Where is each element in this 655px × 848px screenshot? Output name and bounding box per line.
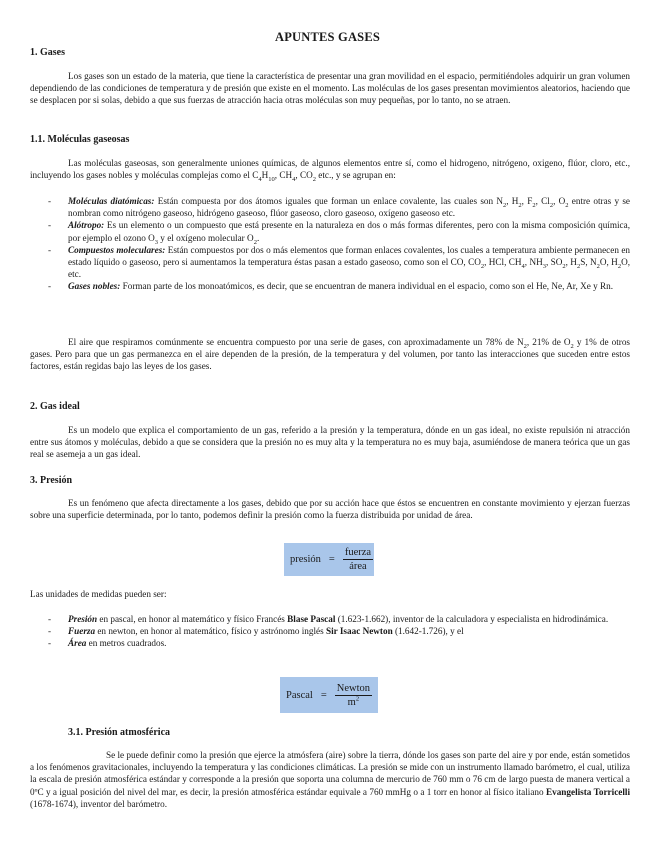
paragraph-presion-atmosferica: Se le puede definir como la presión que ejerce la atmósfera (aire) sobre la tierra, dónde los gases son parte del aire y por ende, están sometidos a los fenómenos gravitacionales, incluyendo la temperatura y las condiciones climáticas. La presión se mide con un instrumento llamado barómetro, el cual, utiliza la escala de presión atmosférica estándar y corresponde a la presión que soporta una columna de mercurio de 760 mm o 76 cm de largo puesta de manera vertical a 0ºC y a igual posición del nivel del mar, es decir, la presión atmosférica estándar equivale a 760 mmHg o a 1 torr en honor al físico italiano Evangelista Torricelli (1678-1674), inventor del barómetro. (30, 750, 631, 809)
formula-pascal: Pascal = $\frac{\text{Newton}}{m^2}$ (280, 677, 378, 713)
paragraph-gases: Los gases son un estado de la materia, que tiene la característica de presentar una gran movilidad en el espacio, permitiéndoles adquirir un gran volumen dependiendo de las condiciones de temperatura y de presión que existe en el momento. Las moléculas de los gases presentan movimientos aleatorios, haciendo que se desplacen por si solas, debido a que sus fuerzas de atracción hacia otras moléculas son muy pequeñas, por lo tanto, no se atraen. (30, 71, 630, 106)
list-item: - Alótropo: Es un elemento o un compuesto que está presente en la naturaleza en dos o más formas diferentes, pero con la misma composición química, por ejemplo el ozono $O_3$ y el oxígeno molecular $O_2$. (48, 220, 630, 246)
list-item: - Moléculas diatómicas: Están compuesta por dos átomos iguales que forman un enlace covalente, las cuales son $N_2$, $H_2$, $F_2$, $Cl_2$, $O_2$ entre otras y se nombran como nitrógeno gaseoso, hidrógeno gaseoso, flúor gaseoso, cloro gaseoso, oxígeno gaseoso etc. (48, 196, 630, 219)
formula-presion: presión = $\frac{\text{fuerza}}{\text{área}}$ (284, 543, 374, 576)
paragraph-aire: El aire que respiramos comúnmente se encuentra compuesto por una serie de gases, con aproximadamente un 78% de $N_2$, 21% de $O_2$ y 1% de otros gases. Pero para que un gas permanezca en el aire dependen de la presión, de la temperatura y del volumen, por tanto las interacciones que suceden entre estos factores, están regidas bajo las leyes de los gases. (30, 337, 630, 372)
molecule-types-list (30, 195, 630, 293)
units-intro: Las unidades de medidas pueden ser: (30, 589, 167, 599)
units-list (30, 613, 630, 650)
paragraph-moleculas: Las moléculas gaseosas, son generalmente uniones químicas, de algunos elementos entre sí, como el hidrogeno, nitrógeno, oxigeno, flúor, cloro, etc., incluyendo los gases nobles y moléculas complejas como el $C_4H_{10}$, $CH_4$, $CO_2$ etc., y se agrupan en: (30, 158, 630, 184)
heading-gases: 1. Gases (30, 47, 65, 58)
list-item: - Presión en pascal, en honor al matemático y físico Francés Blase Pascal (1.623-1.662), inventor de la calculadora y especialista en hidrodinámica. (48, 614, 609, 624)
heading-presion-atmosferica: 3.1. Presión atmosférica (68, 727, 171, 738)
list-item: - Área en metros cuadrados. (48, 638, 167, 649)
list-item: - Gases nobles: Forman parte de los monoatómicos, es decir, que se encuentran de manera individual en el espacio, como son el He, Ne, Ar, Xe y Rn. (48, 281, 614, 292)
paragraph-gas-ideal: Es un modelo que explica el comportamiento de un gas, referido a la presión y la temperatura, dónde en un gas ideal, no existe repulsión ni atracción entre sus átomos y moléculas, debido a que se considera que la presión no es muy alta y la temperatura no es muy baja, asumiéndose de manera teórica que un gas real se asemeja a un gas ideal. (30, 425, 630, 460)
heading-presion: 3. Presión (30, 475, 73, 486)
page-title: APUNTES GASES (274, 30, 381, 44)
heading-gas-ideal: 2. Gas ideal (30, 401, 80, 412)
list-item: - Compuestos moleculares: Están compuestos por dos o más elementos que forman enlaces covalentes, los cuales a temperatura ambiente permanecen en estado líquido o gaseoso, pero si aumentamos la temperatura éstas pasan a estado gaseoso, como son el CO, $CO_2$, HCl, $CH_4$, $NH_3$, $SO_2$, $H_2S$, $N_2O$, $H_2O$, etc. (48, 244, 630, 280)
list-item: - Fuerza en newton, en honor al matemático, físico y astrónomo inglés Sir Isaac Newton (1.642-1.726), y el (48, 626, 464, 637)
paragraph-presion: Es un fenómeno que afecta directamente a los gases, debido que por su acción hace que éstos se encuentren en constante movimiento y ejerzan fuerzas sobre una superficie determinada, por lo tanto, podemos definir la presión como la fuerza distribuida por unidad de área. (30, 498, 630, 521)
heading-moleculas-gaseosas: 1.1. Moléculas gaseosas (30, 134, 130, 145)
